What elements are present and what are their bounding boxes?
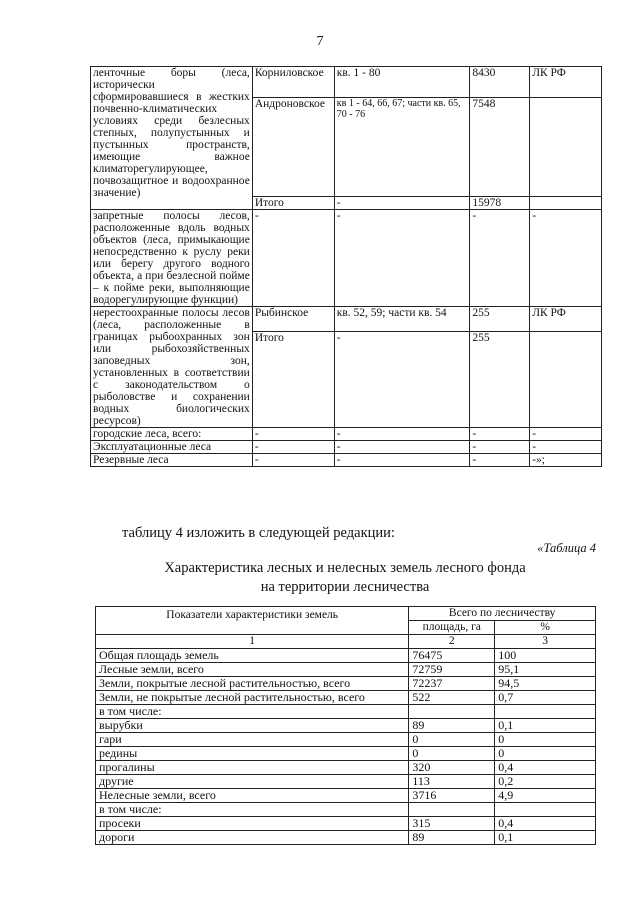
area-cell: 315: [409, 817, 495, 831]
percent-cell: 0,7: [495, 691, 596, 705]
table-row: [96, 691, 596, 705]
table-title-line: на территории лесничества: [260, 579, 430, 595]
quarters-cell: -: [334, 197, 470, 210]
percent-cell: 0,1: [495, 831, 596, 845]
header-row: [96, 607, 596, 621]
land-type-cell: редины: [96, 747, 409, 761]
area-cell: 15978: [470, 197, 530, 210]
table-row: [96, 789, 596, 803]
forestry-cell: -: [252, 210, 334, 307]
area-cell: -: [470, 210, 530, 307]
org-cell: ЛК РФ: [530, 67, 602, 98]
table-row: [96, 663, 596, 677]
land-type-cell: Земли, покрытые лесной растительностью, всего: [96, 677, 409, 691]
percent-header: %: [495, 621, 596, 635]
table-row: [96, 677, 596, 691]
land-characteristics-table: [95, 606, 596, 845]
category-cell: нерестоохранные полосы лесов (леса, расположенные в границах рыбоохранных зон или рыбохозяйственных заповедных зон, установленных в соответствии с законодательством о рыболовстве и сохранении водных биологических ресурсов): [91, 307, 253, 428]
table-row: [91, 210, 602, 307]
land-type-cell: другие: [96, 775, 409, 789]
quarters-cell: -: [334, 428, 470, 441]
page-number: 7: [316, 34, 324, 49]
category-cell: Резервные леса: [91, 454, 253, 467]
forestry-cell: -: [252, 441, 334, 454]
land-type-cell: в том числе:: [96, 705, 409, 719]
area-cell: 3716: [409, 789, 495, 803]
area-header: площадь, га: [409, 621, 495, 635]
percent-cell: 94,5: [495, 677, 596, 691]
area-cell: 8430: [470, 67, 530, 98]
land-type-cell: гари: [96, 733, 409, 747]
table-row: [96, 733, 596, 747]
area-cell: -: [470, 428, 530, 441]
percent-cell: 100: [495, 649, 596, 663]
area-cell: 0: [409, 747, 495, 761]
land-type-cell: Нелесные земли, всего: [96, 789, 409, 803]
land-type-cell: Лесные земли, всего: [96, 663, 409, 677]
table-row: [96, 817, 596, 831]
percent-cell: 0: [495, 733, 596, 747]
percent-cell: 95,1: [495, 663, 596, 677]
table-row: [96, 719, 596, 733]
area-cell: -: [470, 454, 530, 467]
table-row: [96, 775, 596, 789]
percent-cell: [495, 803, 596, 817]
forestry-cell: Итого: [252, 332, 334, 428]
column-number: 2: [409, 635, 495, 649]
category-cell: запретные полосы лесов, расположенные вдоль водных объектов (леса, примыкающие непосредственно к руслу реки или берегу другого водного объекта, а при безлесной пойме – к пойме реки, выполняющие водорегулирующие функции): [91, 210, 253, 307]
quarters-cell: -: [334, 454, 470, 467]
amendment-text: таблицу 4 изложить в следующей редакции:: [122, 525, 395, 541]
area-cell: 255: [470, 307, 530, 332]
quarters-cell: -: [334, 210, 470, 307]
total-header: Всего по лесничеству: [409, 607, 596, 621]
quarters-cell: кв. 52, 59; части кв. 54: [334, 307, 470, 332]
land-type-cell: дороги: [96, 831, 409, 845]
forestry-cell: Корниловское: [252, 67, 334, 98]
area-cell: [409, 803, 495, 817]
category-cell: ленточные боры (леса, исторически сформировавшиеся в жестких почвенно-климатических условиях среди безлесных степных, полупустынных и пустынных пространств, имеющие важное климаторегулирующее, почвозащитное и водоохранное значение): [91, 67, 253, 210]
category-cell: Эксплуатационные леса: [91, 441, 253, 454]
table-row: [91, 441, 602, 454]
percent-cell: 0: [495, 747, 596, 761]
percent-cell: 0,1: [495, 719, 596, 733]
quarters-cell: кв. 1 - 80: [334, 67, 470, 98]
org-cell: -: [530, 441, 602, 454]
percent-cell: 0,4: [495, 761, 596, 775]
table-row: [96, 649, 596, 663]
area-cell: -: [470, 441, 530, 454]
land-type-cell: прогалины: [96, 761, 409, 775]
org-cell: [530, 197, 602, 210]
table-title: [0, 559, 640, 597]
org-cell: -: [530, 210, 602, 307]
area-cell: 89: [409, 719, 495, 733]
percent-cell: 0,2: [495, 775, 596, 789]
area-cell: 113: [409, 775, 495, 789]
forestry-cell: -: [252, 454, 334, 467]
percent-cell: 4,9: [495, 789, 596, 803]
land-type-cell: в том числе:: [96, 803, 409, 817]
forestry-cell: Итого: [252, 197, 334, 210]
column-number-row: [96, 635, 596, 649]
land-type-cell: Общая площадь земель: [96, 649, 409, 663]
table-row: [96, 831, 596, 845]
org-cell: [530, 98, 602, 197]
area-cell: 89: [409, 831, 495, 845]
column-number: 3: [495, 635, 596, 649]
table-row: [96, 803, 596, 817]
org-cell: -»;: [530, 454, 602, 467]
area-cell: 522: [409, 691, 495, 705]
land-type-cell: просеки: [96, 817, 409, 831]
table-row: [91, 307, 602, 332]
area-cell: 320: [409, 761, 495, 775]
org-cell: -: [530, 428, 602, 441]
table-row: [91, 454, 602, 467]
quarters-cell: -: [334, 441, 470, 454]
area-cell: 72237: [409, 677, 495, 691]
area-cell: 255: [470, 332, 530, 428]
percent-cell: [495, 705, 596, 719]
quarters-cell: кв 1 - 64, 66, 67; части кв. 65, 70 - 76: [334, 98, 470, 197]
area-cell: 72759: [409, 663, 495, 677]
forestry-cell: Андроновское: [252, 98, 334, 197]
table-row: [91, 67, 602, 98]
table-title-line: Характеристика лесных и нелесных земель лесного фонда: [164, 560, 526, 576]
table-row: [96, 705, 596, 719]
indicator-header: Показатели характеристики земель: [96, 607, 409, 635]
land-type-cell: вырубки: [96, 719, 409, 733]
protective-forests-table: [90, 66, 602, 467]
org-cell: ЛК РФ: [530, 307, 602, 332]
forestry-cell: -: [252, 428, 334, 441]
area-cell: [409, 705, 495, 719]
table-label: «Таблица 4: [537, 541, 596, 555]
column-number: 1: [96, 635, 409, 649]
table-row: [96, 747, 596, 761]
area-cell: 0: [409, 733, 495, 747]
quarters-cell: -: [334, 332, 470, 428]
forestry-cell: Рыбинское: [252, 307, 334, 332]
area-cell: 7548: [470, 98, 530, 197]
land-type-cell: Земли, не покрытые лесной растительностью, всего: [96, 691, 409, 705]
org-cell: [530, 332, 602, 428]
percent-cell: 0,4: [495, 817, 596, 831]
category-cell: городские леса, всего:: [91, 428, 253, 441]
area-cell: 76475: [409, 649, 495, 663]
table-row: [96, 761, 596, 775]
table-row: [91, 428, 602, 441]
